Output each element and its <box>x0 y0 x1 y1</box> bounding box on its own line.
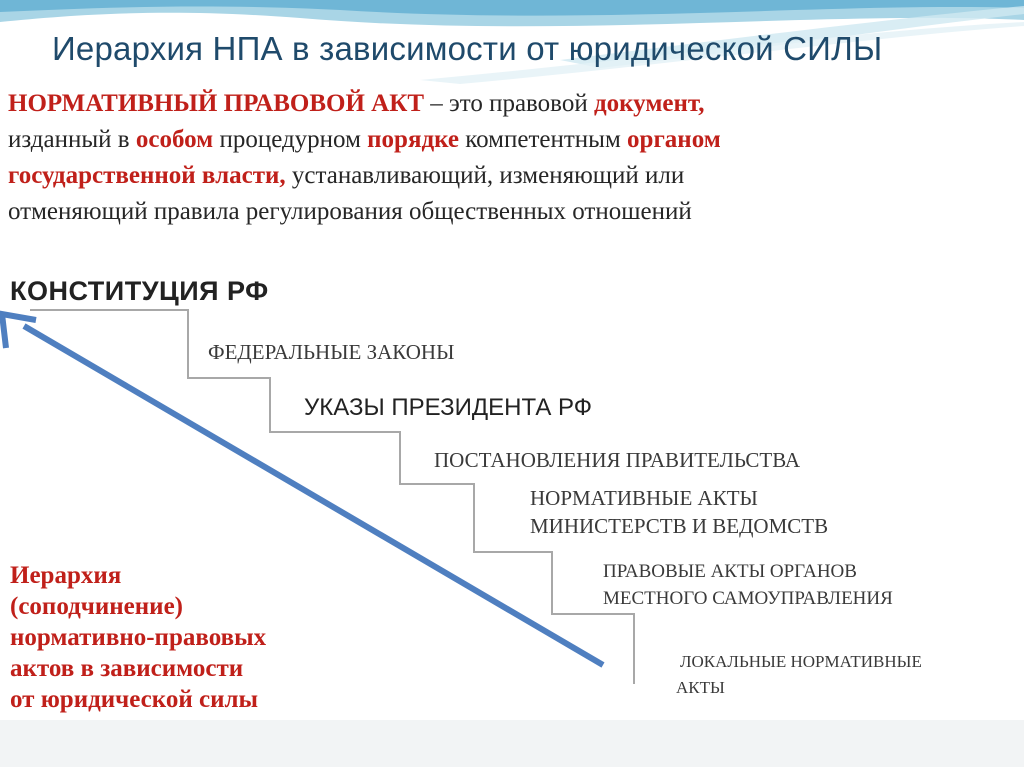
definition-keyword: государственной власти, <box>8 162 286 189</box>
level-ministries-acts-2: МИНИСТЕРСТВ И ВЕДОМСТВ <box>530 514 829 538</box>
level-local-acts-2: АКТЫ <box>676 678 725 697</box>
level-local-self-government-1: ПРАВОВЫЕ АКТЫ ОРГАНОВ <box>603 561 857 582</box>
hierarchy-caption-line: нормативно-правовых <box>10 624 267 651</box>
hierarchy-caption-line: (соподчинение) <box>10 593 183 620</box>
definition-text: отменяющий правила регулирования общественных отношений <box>8 198 692 225</box>
hierarchy-caption-line: от юридической силы <box>10 686 259 713</box>
definition-keyword: порядке <box>367 126 460 153</box>
level-federal-laws: ФЕДЕРАЛЬНЫЕ ЗАКОНЫ <box>208 340 455 364</box>
level-presidential-decrees: УКАЗЫ ПРЕЗИДЕНТА РФ <box>304 394 592 421</box>
definition-keyword: органом <box>627 126 721 153</box>
definition-text: это правовой <box>449 90 594 117</box>
hierarchy-caption-line: Иерархия <box>10 562 122 589</box>
definition-keyword: особом <box>135 126 214 153</box>
hierarchy-caption-line: актов в зависимости <box>10 655 244 682</box>
definition-term: НОРМАТИВНЫЙ ПРАВОВОЙ АКТ <box>8 90 424 117</box>
level-local-self-government-2: МЕСТНОГО САМОУПРАВЛЕНИЯ <box>603 588 893 609</box>
hierarchy-caption <box>10 560 266 715</box>
level-ministries-acts-1: НОРМАТИВНЫЕ АКТЫ <box>530 486 758 510</box>
definition-text: устанавливающий, изменяющий или <box>285 162 685 189</box>
slide-title: Иерархия НПА в зависимости от юридической СИЛЫ <box>52 30 883 67</box>
level-government-resolutions: ПОСТАНОВЛЕНИЯ ПРАВИТЕЛЬСТВА <box>434 448 801 472</box>
level-constitution: КОНСТИТУЦИЯ РФ <box>10 276 269 306</box>
definition-text: изданный в <box>8 126 136 153</box>
definition-text: процедурном <box>213 126 368 153</box>
definition-text: компетентным <box>459 126 628 153</box>
definition-keyword: документ, <box>593 90 705 117</box>
level-local-acts-1: ЛОКАЛЬНЫЕ НОРМАТИВНЫЕ <box>680 652 922 671</box>
definition-dash: – <box>424 90 449 117</box>
slide-bottom-margin <box>0 720 1024 767</box>
